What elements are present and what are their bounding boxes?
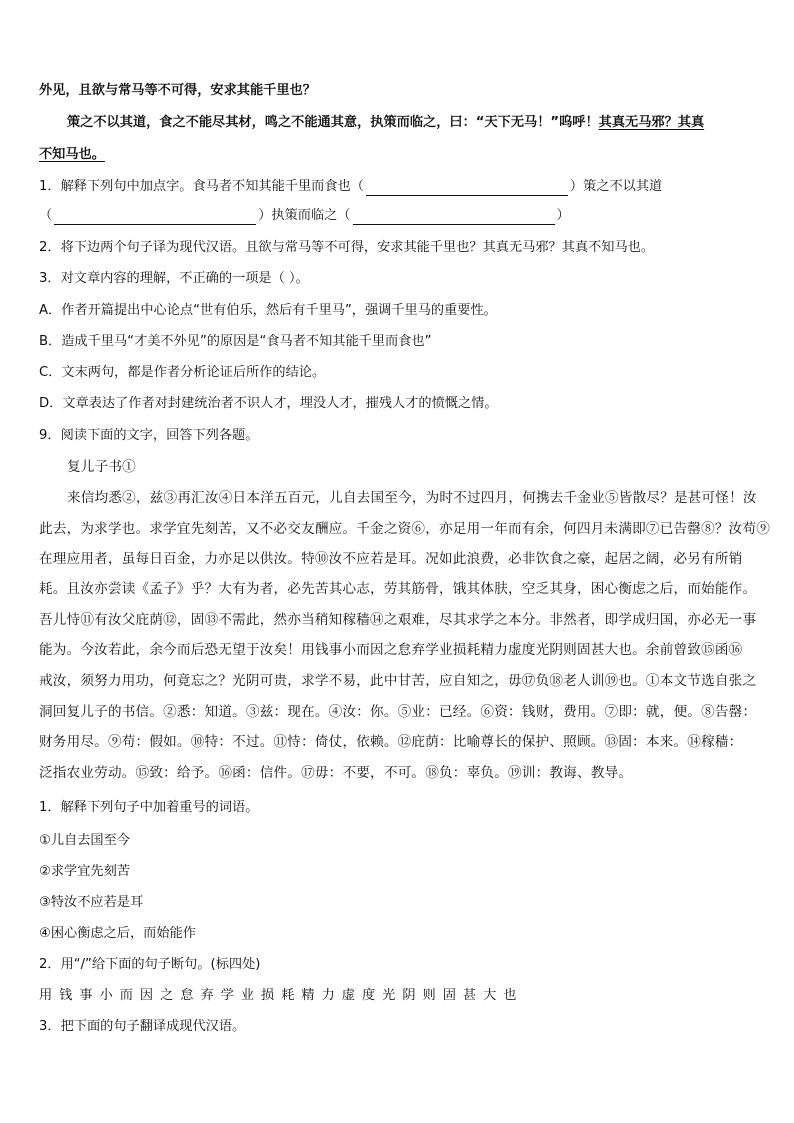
answer-blank-1[interactable] [366, 180, 568, 196]
subquestion-1-item: ②求学宜先刻苦 [39, 864, 130, 879]
passage-line-2-text: 策之不以其道，食之不能尽其材，鸣之不能通其意，执策而临之，曰：“天下无马！”呜呼！ [67, 115, 599, 130]
option-c: C．文末两句，都是作者分析论证后所作的结论。 [39, 365, 326, 380]
letter-line: 戒汝，须努力用功，何竟忘之？光阴可贵，求学不易，此中甘苦，应自知之，毋⑰负⑱老人训⑲也。①本文节选自张之 [39, 673, 757, 689]
letter-line: 吾儿恃⑪有汝父庇荫⑫，固⑬不需此，然亦当稍知稼穑⑭之艰难，尽其求学之本分。非然者，即学成归国，亦必无一事 [39, 612, 757, 628]
question-1-text: 1．解释下列句中加点字。食马者不知其能千里而食也（ [39, 179, 364, 194]
question-1-text-d: ）执策而临之（ [258, 208, 351, 223]
question-3-stem: 3．对文章内容的理解，不正确的一项是（ ）。 [39, 271, 309, 286]
letter-line: 能为。今汝若此，余今而后恐无望于汝矣！用钱事小而因之怠弃学业损耗精力虚度光阴则固甚大也。余前曾致⑮函⑯ [39, 642, 743, 658]
passage-line-3: 不知马也。 [39, 147, 105, 162]
question-1-text-b: ）策之不以其道 [569, 179, 663, 194]
paren-close: ） [556, 208, 570, 223]
subquestion-1-item: ④困心衡虑之后，而始能作 [39, 926, 196, 941]
letter-line: 此去，为求学也。求学宜先刻苦，又不必交友酬应。千金之资⑥，亦足用一年而有余，何四月未满即⑦已告罄⑧？汝苟⑨ [39, 521, 771, 537]
letter-line: 在理应用者，虽每日百金，力亦足以供汝。特⑩汝不应若是耳。况如此浪费，必非饮食之豪，起居之阔，必另有所销 [39, 551, 743, 567]
question-2: 2．将下边两个句子译为现代汉语。且欲与常马等不可得，安求其能千里也？其真无马邪？其真不知马也。 [39, 240, 655, 255]
footnote-line: 泛指农业劳动。⑮致：给予。⑯函：信件。⑰毋：不要，不可。⑱负：辜负。⑲训：教诲、教导。 [39, 765, 633, 781]
letter-line: 耗。且汝亦尝读《孟子》乎？大有为者，必先苦其心志，劳其筋骨，饿其体肤，空乏其身，困心衡虑之后，而始能作。 [39, 581, 757, 597]
question-1-line-1 [39, 178, 662, 196]
option-b: B．造成千里马“才美不外见”的原因是“食马者不知其能千里而食也” [39, 334, 432, 349]
option-a: A．作者开篇提出中心论点“世有伯乐，然后有千里马”，强调千里马的重要性。 [39, 303, 497, 318]
subquestion-2-stem: 2．用“/”给下面的句子断句。(标四处) [39, 957, 261, 972]
passage-line-2 [67, 114, 704, 132]
sentence-to-punctuate: 用钱事小而因之怠弃学业损耗精力虚度光阴则固甚大也 [39, 988, 524, 1003]
underlined-phrase: 其真无马邪？其真 [598, 115, 705, 130]
option-d: D．文章表达了作者对封建统治者不识人才，埋没人才，摧残人才的愤慨之情。 [39, 396, 498, 411]
answer-blank-3[interactable] [353, 209, 555, 225]
footnote-line: 财务用尽。⑨苟：假如。⑩特：不过。⑪恃：倚仗，依赖。⑫庇荫：比喻尊长的保护、照顾。⑬固：本来。⑭稼穑： [39, 734, 743, 750]
paren-open: （ [39, 208, 53, 223]
letter-title: 复儿子书① [67, 459, 136, 475]
subquestion-3-stem: 3．把下面的句子翻译成现代汉语。 [39, 1019, 246, 1034]
letter-line: 来信均悉②，兹③再汇汝④日本洋五百元，儿自去国至今，为时不过四月，何携去千金业⑤皆散尽？是甚可怪！汝 [67, 490, 757, 506]
footnote-line: 洞回复儿子的书信。②悉：知道。③兹：现在。④汝：你。⑤业：已经。⑥资：钱财，费用。⑦即：就，便。⑧告罄： [39, 704, 757, 720]
question-9-intro: 9．阅读下面的文字，回答下列各题。 [39, 428, 259, 443]
passage-line-1: 外见，且欲与常马等不可得，安求其能千里也？ [39, 83, 316, 98]
subquestion-1-item: ③特汝不应若是耳 [39, 895, 144, 910]
subquestion-1-stem: 1．解释下列句子中加着重号的词语。 [39, 800, 259, 815]
question-1-line-2 [39, 207, 570, 225]
subquestion-1-item: ①儿自去国至今 [39, 833, 130, 848]
answer-blank-2[interactable] [54, 209, 256, 225]
